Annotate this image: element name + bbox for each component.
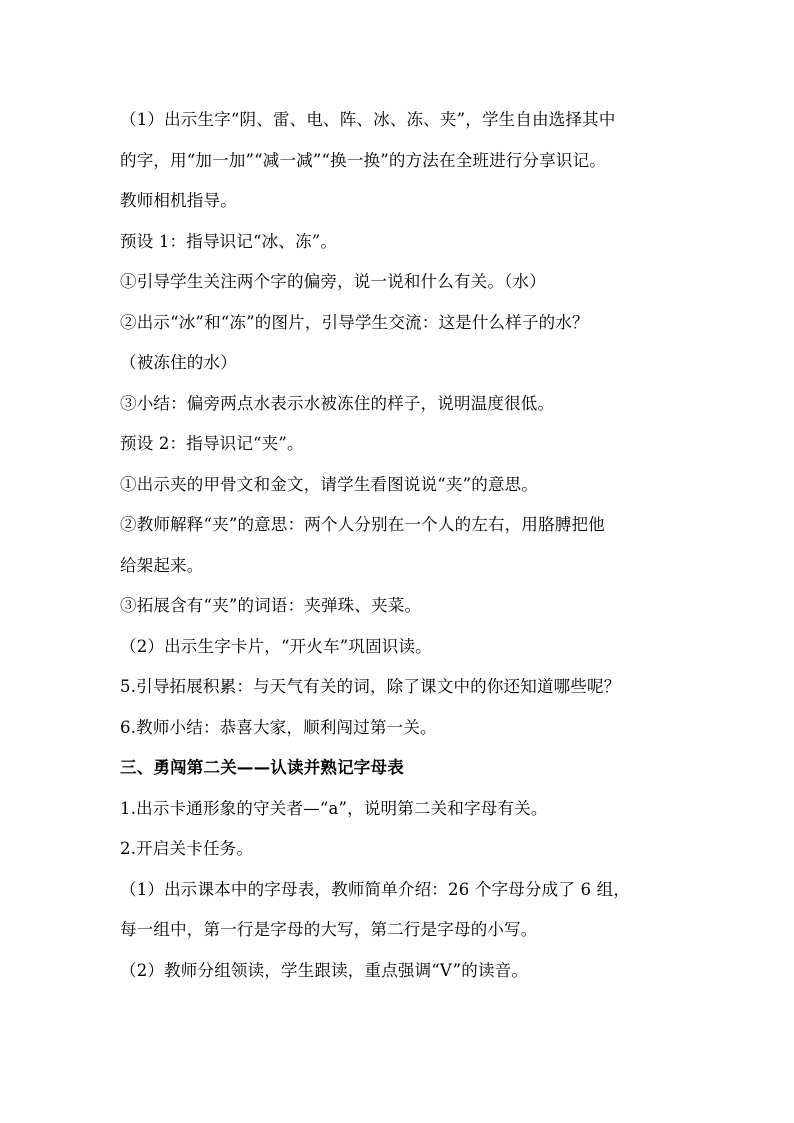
paragraph-line: （1）出示课本中的字母表，教师简单介绍：26 个字母分成了 6 组，: [120, 879, 631, 899]
paragraph-line: （被冻住的水）: [120, 353, 237, 372]
document-body: [120, 100, 680, 991]
paragraph-line: 预设 2：指导识记“夹”。: [120, 434, 304, 453]
section-heading: 三、勇闯第二关——认读并熟记字母表: [120, 758, 404, 777]
paragraph-line: 的字，用“加一加”“减一减”“换一换”的方法在全班进行分享识记。: [120, 150, 607, 170]
paragraph-line: 2.开启关卡任务。: [120, 839, 254, 858]
paragraph-line: 5.引导拓展积累：与天气有关的词，除了课文中的你还知道哪些呢？: [120, 677, 621, 696]
paragraph-line: ①引导学生关注两个字的偏旁，说一说和什么有关。（水）: [120, 272, 546, 291]
paragraph-line: ③小结：偏旁两点水表示水被冻住的样子，说明温度很低。: [120, 393, 555, 413]
paragraph-line: 1.出示卡通形象的守关者—“a”，说明第二关和字母有关。: [120, 798, 548, 818]
paragraph-line: 预设 1：指导识记“冰、冻”。: [120, 231, 338, 251]
paragraph-line: 给架起来。: [120, 555, 204, 575]
paragraph-line: ①出示夹的甲骨文和金文，请学生看图说说“夹”的意思。: [120, 474, 539, 494]
paragraph-line: （2）出示生字卡片，“开火车”巩固识读。: [120, 636, 432, 656]
paragraph-line: ③拓展含有“夹”的词语：夹弹珠、夹菜。: [120, 596, 422, 615]
paragraph-line: （2）教师分组领读，学生跟读，重点强调“V”的读音。: [120, 960, 529, 980]
paragraph-line: 每一组中，第一行是字母的大写，第二行是字母的小写。: [120, 920, 538, 939]
paragraph-line: ②教师解释“夹”的意思：两个人分别在一个人的左右，用胳膊把他: [120, 515, 605, 534]
paragraph-line: 6.教师小结：恭喜大家，顺利闯过第一关。: [120, 717, 437, 737]
paragraph-line: （1）出示生字“阴、雷、电、阵、冰、冻、夹”，学生自由选择其中: [120, 110, 616, 129]
paragraph-line: 教师相机指导。: [120, 191, 237, 210]
paragraph-line: ②出示“冰”和“冻”的图片，引导学生交流：这是什么样子的水？: [120, 312, 589, 332]
